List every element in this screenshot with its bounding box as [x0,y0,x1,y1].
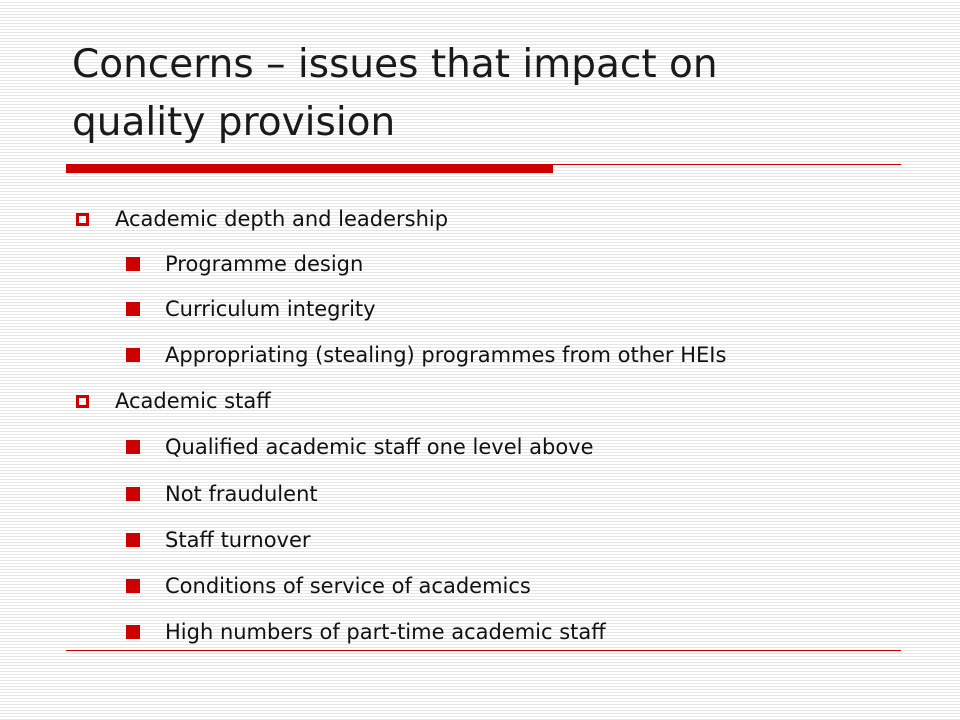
filled-square-bullet-icon [126,302,140,316]
bullet-text: Not fraudulent [165,482,318,506]
bullet-text: Programme design [165,252,364,276]
filled-square-bullet-icon [126,579,140,593]
bullet-text: Curriculum integrity [165,297,376,321]
bullet-text: High numbers of part-time academic staff [165,620,606,644]
bullet-item-level-2 [126,244,363,284]
hollow-square-bullet-icon [76,395,89,408]
bullet-item-level-2 [126,612,606,652]
filled-square-bullet-icon [126,440,140,454]
filled-square-bullet-icon [126,487,140,501]
filled-square-bullet-icon [126,533,140,547]
bullet-item-level-2 [126,520,311,560]
bullet-item-level-2 [126,474,318,514]
filled-square-bullet-icon [126,625,140,639]
bullet-item-level-2 [126,335,726,375]
title-divider-thick [66,164,553,173]
bullet-text: Qualified academic staff one level above [165,435,594,459]
bullet-item-level-1 [76,381,271,421]
slide-title-line-1: Concerns – issues that impact on [72,42,718,87]
bullet-text: Academic staff [115,389,271,413]
slide-title [72,36,872,152]
bullet-item-level-2 [126,427,594,467]
slide-title-line-2: quality provision [72,100,396,145]
filled-square-bullet-icon [126,257,140,271]
bullet-text: Appropriating (stealing) programmes from other HEIs [165,343,727,367]
filled-square-bullet-icon [126,348,140,362]
bullet-item-level-2 [126,289,376,329]
bullet-text: Conditions of service of academics [165,574,531,598]
bullet-item-level-2 [126,566,531,606]
footer-divider [66,650,901,651]
hollow-square-bullet-icon [76,213,89,226]
bullet-text: Academic depth and leadership [115,207,449,231]
bullet-text: Staff turnover [165,528,311,552]
bullet-item-level-1 [76,199,448,239]
